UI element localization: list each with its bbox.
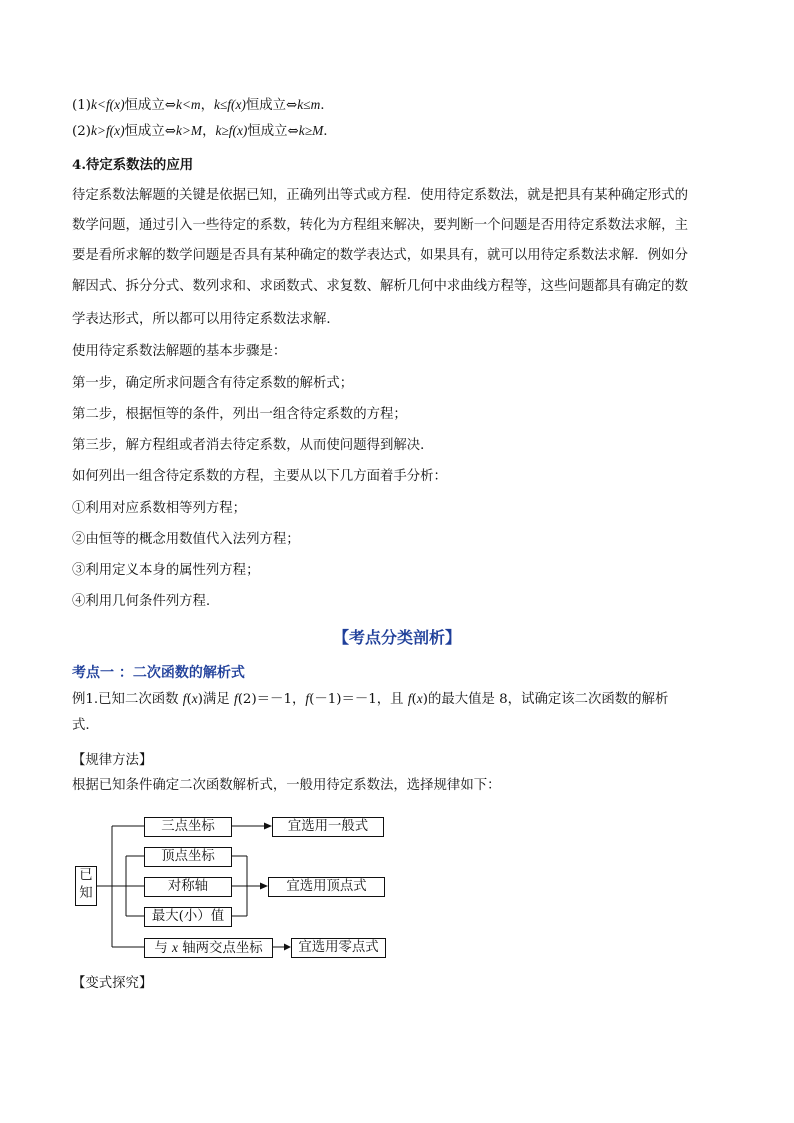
condition-line-2: (2)k>f(x)恒成立⇔k>M，k≥f(x)恒成立⇔k≥M. xyxy=(72,123,328,139)
step-item: 第一步，确定所求问题含有待定系数的解析式； xyxy=(72,376,354,391)
example-line-2: 式. xyxy=(72,718,90,733)
guilv-heading: 【规律方法】 xyxy=(72,753,153,768)
paragraph-line: 要是看所求解的数学问题是否具有某种确定的数学表达式，如果具有，就可以用待定系数法求解．例如分 xyxy=(72,248,688,263)
analysis-title: 【考点分类剖析】 xyxy=(332,628,461,647)
paragraph-line: 学表达形式，所以都可以用待定系数法求解． xyxy=(72,312,340,327)
method-item: ③利用定义本身的属性列方程； xyxy=(72,563,260,578)
paragraph-line: 数学问题，通过引入一些待定的系数，转化为方程组来解决，要判断一个问题是否用待定系数法求解，主 xyxy=(72,218,688,233)
left-item-axis: 对称轴 xyxy=(144,877,232,897)
example-line-1: 例1.已知二次函数 f(x)满足 f(2)＝－1，f(－1)＝－1，且 f(x)的最大值是 8，试确定该二次函数的解析 xyxy=(72,691,669,707)
steps-intro: 使用待定系数法解题的基本步骤是： xyxy=(72,344,287,359)
left-item-extreme: 最大(小）值 xyxy=(144,907,232,927)
how-intro: 如何列出一组含待定系数的方程，主要从以下几方面着手分析： xyxy=(72,469,447,484)
method-item: ④利用几何条件列方程. xyxy=(72,594,211,609)
known-box: 已知 xyxy=(75,866,97,906)
kaodian-heading: 考点一 ：二次函数的解析式 xyxy=(72,665,245,681)
guilv-text: 根据已知条件确定二次函数解析式，一般用待定系数法，选择规律如下： xyxy=(72,778,501,793)
left-item-intercepts: 与 x 轴两交点坐标 xyxy=(144,938,273,958)
right-item-zero-form: 宜选用零点式 xyxy=(291,938,386,958)
bianshi-heading: 【变式探究】 xyxy=(72,976,153,991)
paragraph-line: 待定系数法解题的关键是依据已知，正确列出等式或方程．使用待定系数法，就是把具有某种确定形式的 xyxy=(72,188,688,203)
left-item-vertex: 顶点坐标 xyxy=(144,847,232,867)
section-heading: 4.待定系数法的应用 xyxy=(72,157,194,173)
step-item: 第三步，解方程组或者消去待定系数，从而使问题得到解决． xyxy=(72,438,434,453)
right-item-vertex-form: 宜选用顶点式 xyxy=(268,877,385,897)
step-item: 第二步，根据恒等的条件，列出一组含待定系数的方程； xyxy=(72,407,407,422)
right-item-general: 宜选用一般式 xyxy=(272,817,384,837)
paragraph-line: 解因式、拆分分式、数列求和、求函数式、求复数、解析几何中求曲线方程等，这些问题都具有确定的数 xyxy=(72,279,688,294)
condition-line-1: (1)k<f(x)恒成立⇔k<m，k≤f(x)恒成立⇔k≤m. xyxy=(72,97,325,113)
method-item: ①利用对应系数相等列方程； xyxy=(72,501,247,516)
method-item: ②由恒等的概念用数值代入法列方程； xyxy=(72,532,300,547)
left-item-three-points: 三点坐标 xyxy=(144,817,232,837)
